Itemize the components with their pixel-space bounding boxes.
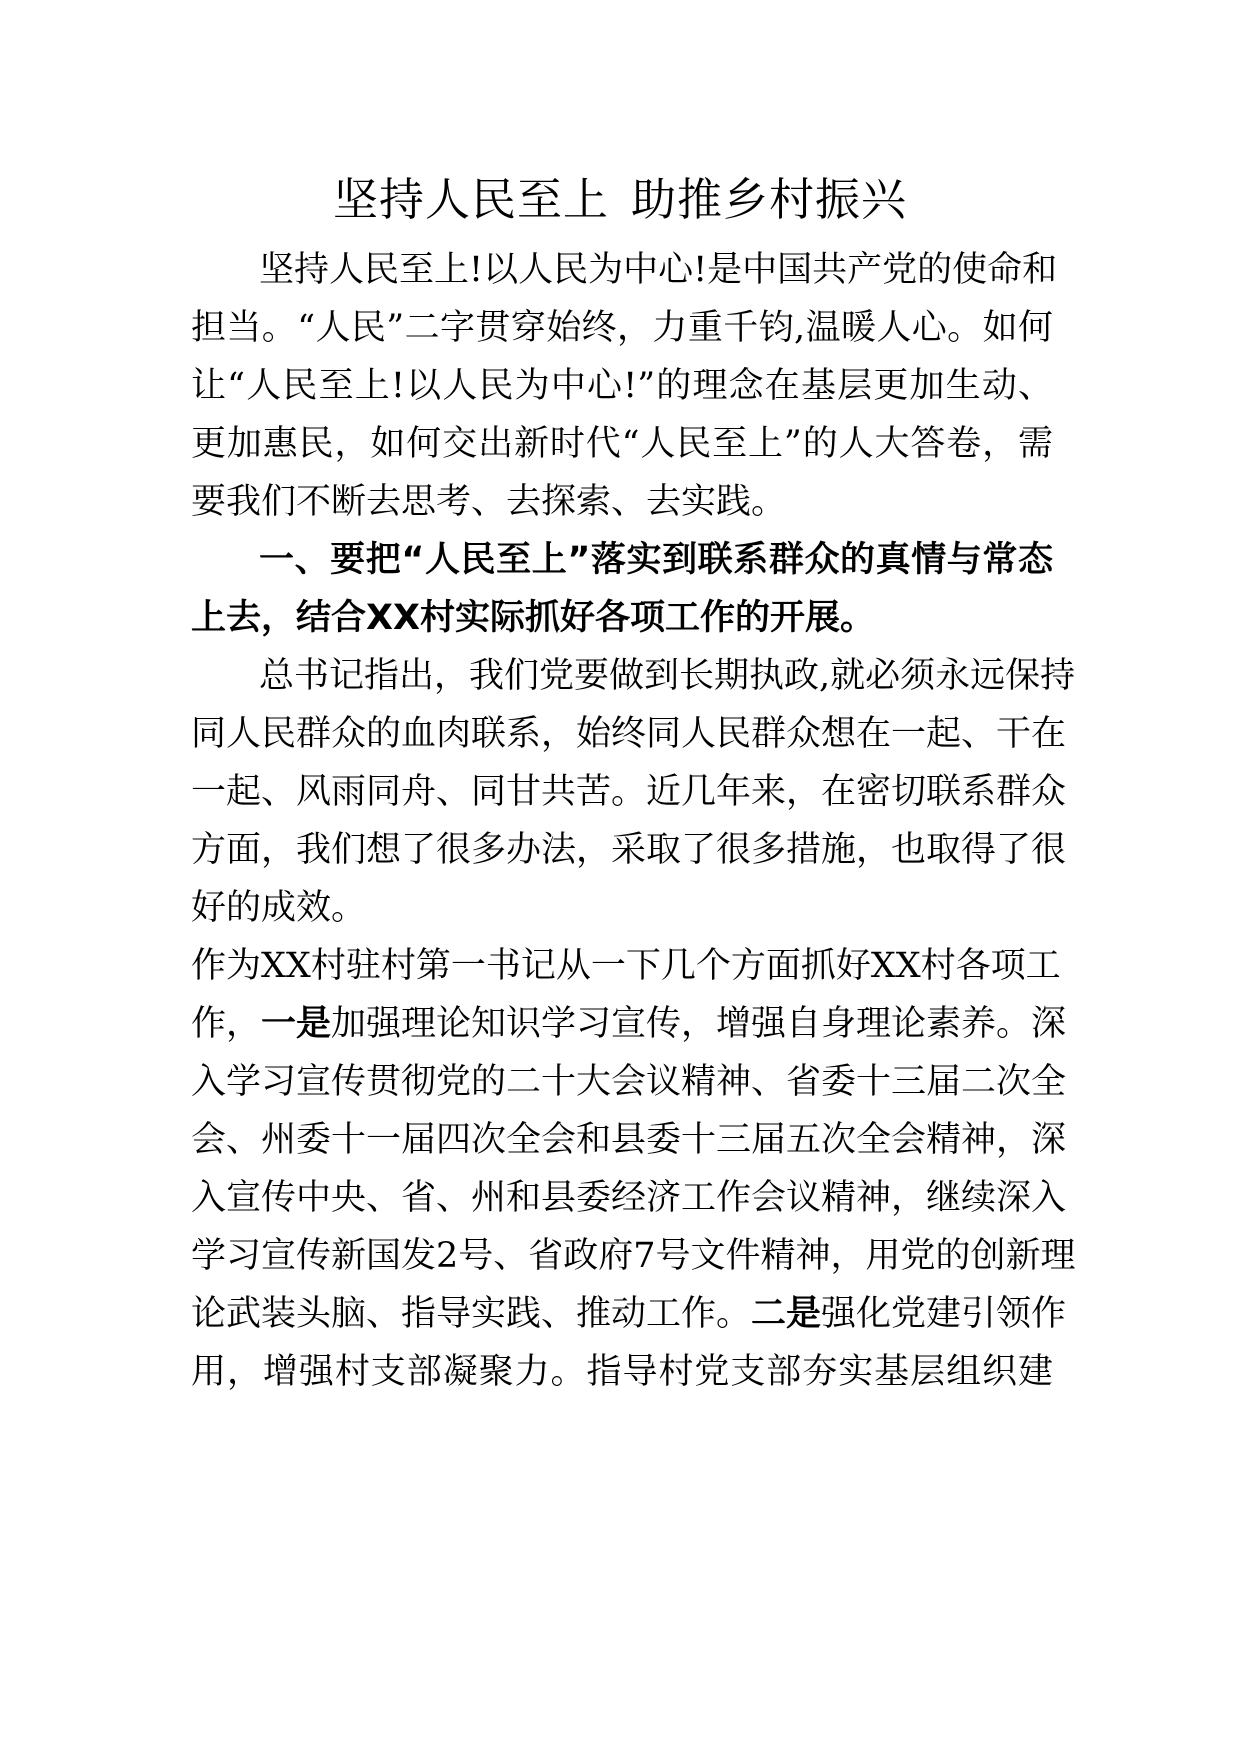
- point-marker-one: 一是: [261, 1004, 332, 1044]
- paragraph-3-line-8: 用，增强村支部凝聚力。指导村党支部夯实基层组织建: [191, 1352, 1053, 1392]
- paragraph-3-line-1: 作为XX村驻村第一书记从一下几个方面抓好XX村各项工: [191, 946, 1061, 986]
- line-text-segment: 作，: [191, 1004, 262, 1044]
- point-marker-two: 二是: [751, 1294, 822, 1334]
- paragraph-3-line-4: 会、州委十一届四次全会和县委十三届五次全会精神，深: [191, 1120, 1067, 1160]
- paragraph-3-line-7: [191, 1282, 1067, 1346]
- line-text-segment: 加强理论知识学习宣传，增强自身理论素养。深: [331, 1004, 1067, 1044]
- line-text-segment: 论武装头脑、指导实践、推动工作。: [191, 1294, 752, 1334]
- paragraph-3-line-5: 入宣传中央、省、州和县委经济工作会议精神，继续深入: [191, 1178, 1067, 1218]
- paragraph-3-line-6: 学习宣传新国发2号、省政府7号文件精神，用党的创新理: [191, 1236, 1076, 1276]
- paragraph-2-line-4: 方面，我们想了很多办法，采取了很多措施，也取得了很: [191, 830, 1067, 870]
- paragraph-2-line-1: 总书记指出，我们党要做到长期执政,就必须永远保持: [259, 656, 1076, 696]
- paragraph-1-line-3: 让“人民至上!以人民为中心!”的理念在基层更加生动、: [191, 366, 1053, 406]
- paragraph-2-line-5: 好的成效。: [191, 888, 367, 928]
- section-heading-line-2: 上去，结合XX村实际抓好各项工作的开展。: [191, 598, 875, 638]
- title-part-1: 坚持人民至上: [332, 173, 609, 226]
- paragraph-1-line-4: 更加惠民，如何交出新时代“人民至上”的人大答卷，需: [191, 424, 1053, 464]
- line-text-segment: 强化党建引领作: [821, 1294, 1067, 1334]
- paragraph-1-line-2: 担当。“人民”二字贯穿始终，力重千钧,温暖人心。如何: [191, 308, 1053, 348]
- paragraph-3-line-3: 入学习宣传贯彻党的二十大会议精神、省委十三届二次全: [191, 1062, 1067, 1102]
- title-part-2: 助推乡村振兴: [631, 173, 908, 226]
- paragraph-1-line-5: 要我们不断去思考、去探索、去实践。: [191, 482, 787, 522]
- paragraph-2-line-2: 同人民群众的血肉联系，始终同人民群众想在一起、干在: [191, 714, 1067, 754]
- section-heading-line-1: 一、要把“人民至上”落实到联系群众的真情与常态: [259, 540, 1053, 580]
- document-title: [0, 168, 1240, 232]
- paragraph-3-line-2: [191, 992, 1067, 1056]
- paragraph-2-line-3: 一起、风雨同舟、同甘共苦。近几年来，在密切联系群众: [191, 772, 1067, 812]
- paragraph-1-line-1: 坚持人民至上!以人民为中心!是中国共产党的使命和: [259, 250, 1058, 290]
